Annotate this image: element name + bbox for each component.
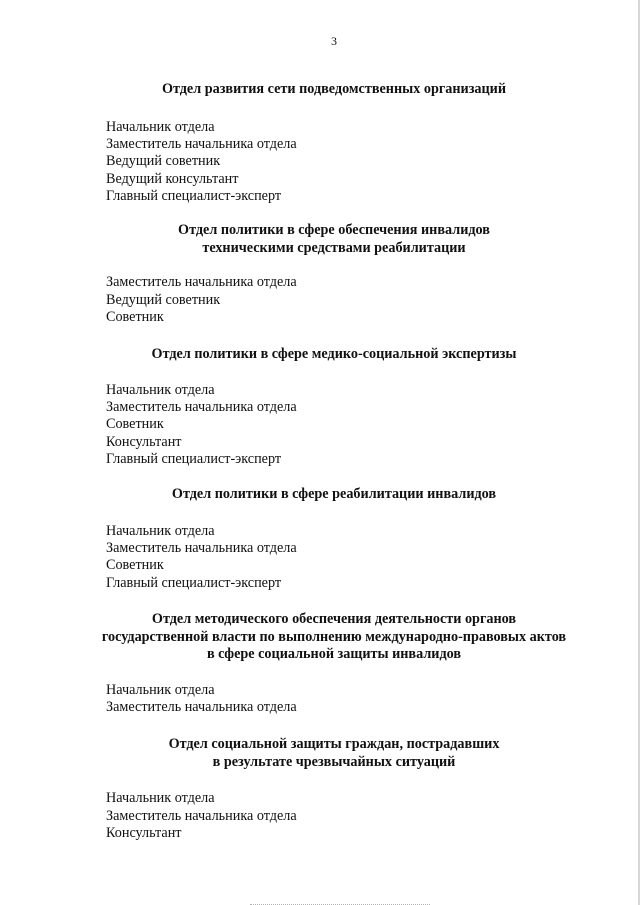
heading-line: Отдел социальной защиты граждан, пострадавших [168,736,500,752]
department-heading [0,611,640,664]
position-item: Начальник отдела [106,381,215,398]
position-item: Начальник отдела [106,522,215,539]
position-item: Главный специалист-эксперт [106,451,282,468]
department-section [0,222,640,326]
position-item: Главный специалист-эксперт [106,188,282,205]
heading-line: Отдел политики в сфере медико-социальной экспертизы [151,346,517,362]
heading-line: Отдел политики в сфере обеспечения инвалидов [178,222,490,238]
department-heading [0,346,640,364]
position-item: Заместитель начальника отдела [106,699,297,716]
department-section [0,486,640,592]
department-heading [0,736,640,771]
position-item: Консультант [106,825,182,841]
position-list [0,382,640,469]
heading-line: Отдел политики в сфере реабилитации инвалидов [171,486,497,502]
department-section [0,81,640,206]
heading-line: в сфере социальной защиты инвалидов [206,646,462,663]
position-item: Ведущий советник [106,153,221,170]
heading-line: государственной власти по выполнению международно-правовых актов [101,628,567,645]
position-item: Главный специалист-эксперт [106,574,282,591]
position-list [0,274,640,326]
page-number: 3 [331,34,337,48]
department-section [0,736,640,842]
position-item: Консультант [106,433,182,450]
department-heading [0,81,640,99]
position-item: Заместитель начальника отдела [106,274,297,291]
position-item: Начальник отдела [106,118,215,135]
department-section [0,346,640,469]
department-section [0,611,640,717]
position-item: Начальник отдела [106,790,215,807]
position-item: Заместитель начальника отдела [106,136,297,152]
heading-line: Отдел методического обеспечения деятельности органов [151,611,517,627]
heading-line: техническими средствами реабилитации [202,239,466,256]
position-item: Советник [106,309,164,325]
position-item: Заместитель начальника отдела [106,540,297,556]
position-item: Заместитель начальника отдела [106,399,297,415]
position-item: Ведущий советник [106,291,221,308]
position-list [0,682,640,717]
position-item: Советник [106,557,164,574]
position-item: Советник [106,416,164,433]
heading-line: Отдел развития сети подведомственных организаций [161,81,507,97]
department-heading [0,486,640,504]
position-list [0,790,640,842]
position-item: Заместитель начальника отдела [106,807,297,824]
position-item: Начальник отдела [106,681,215,698]
position-list [0,523,640,593]
position-list [0,119,640,206]
department-heading [0,222,640,257]
heading-line: в результате чрезвычайных ситуаций [212,753,456,770]
position-item: Ведущий консультант [106,170,239,187]
